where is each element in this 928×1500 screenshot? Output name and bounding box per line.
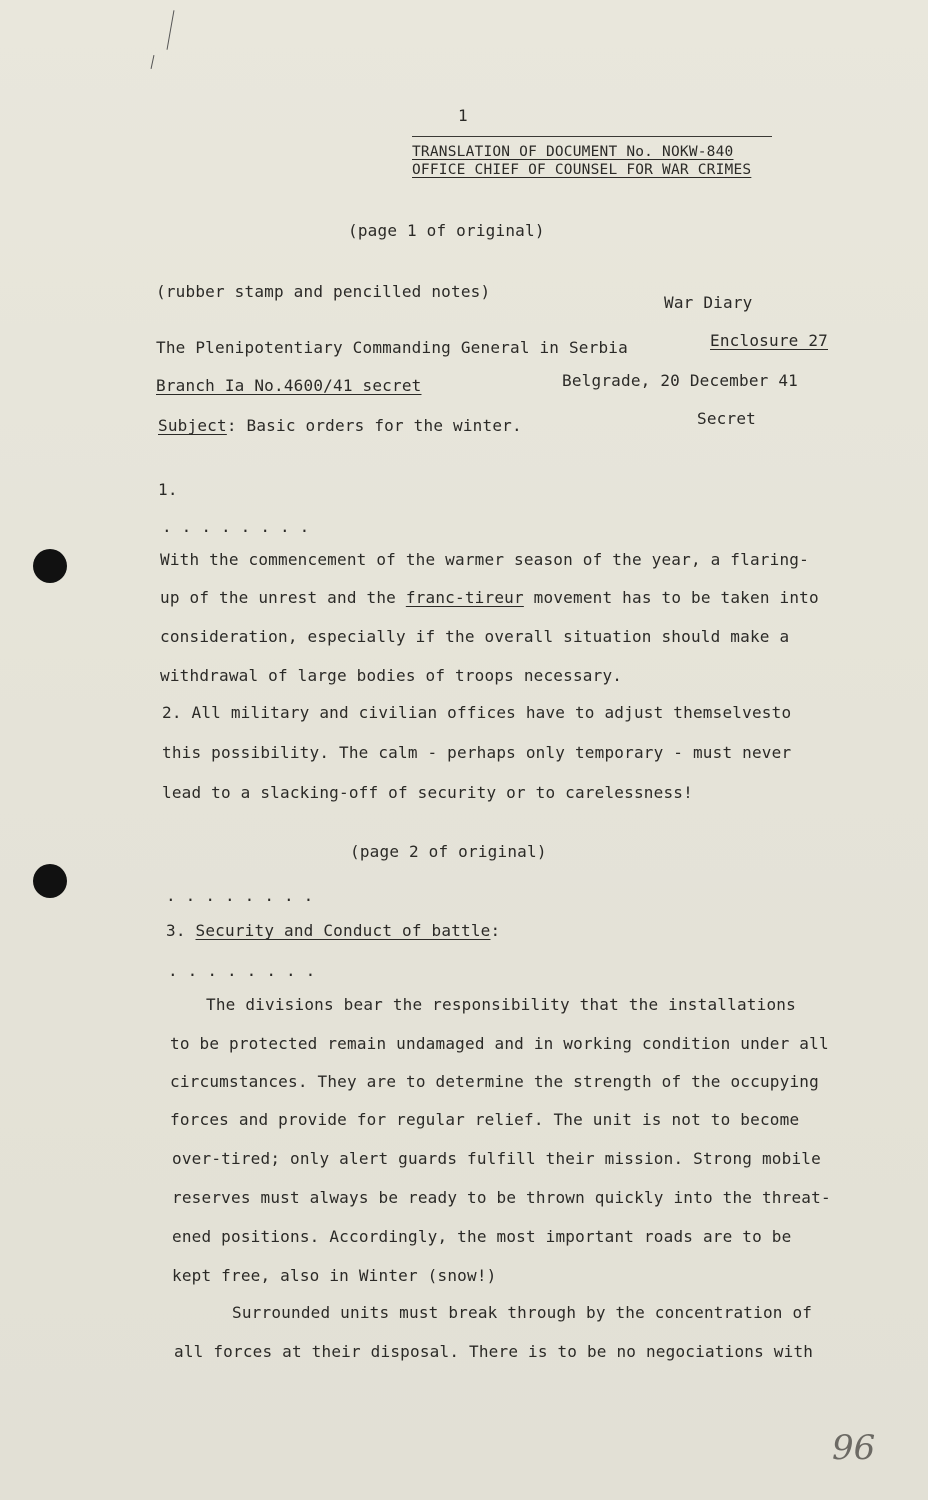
place-date: Belgrade, 20 December 41 xyxy=(562,371,798,390)
para3-line8: kept free, also in Winter (snow!) xyxy=(172,1266,497,1285)
para3-line6: reserves must always be ready to be thrown quickly into the threat- xyxy=(172,1188,831,1207)
franc-tireur-term: franc-tireur xyxy=(405,588,524,607)
item-3-heading: 3. Security and Conduct of battle: xyxy=(166,921,501,940)
original-page-1: (page 1 of original) xyxy=(348,221,545,240)
para3-line7: ened positions. Accordingly, the most important roads are to be xyxy=(172,1227,792,1246)
para4-line2: all forces at their disposal. There is to be no negociations with xyxy=(174,1342,814,1361)
sender: The Plenipotentiary Commanding General in Serbia xyxy=(156,338,628,357)
para2-line3: lead to a slacking-off of security or to carelessness! xyxy=(162,783,693,802)
punch-hole xyxy=(33,549,67,583)
para4-line1: Surrounded units must break through by the concentration of xyxy=(232,1303,813,1322)
ellipsis-1: . . . . . . . . xyxy=(162,517,310,536)
header-rule xyxy=(412,136,772,137)
war-diary: War Diary xyxy=(664,293,753,312)
subject-label: Subject xyxy=(158,416,227,435)
ellipsis-2: . . . . . . . . xyxy=(166,886,314,905)
handwritten-page-number: 96 xyxy=(832,1428,876,1468)
para3-line4: forces and provide for regular relief. The unit is not to become xyxy=(170,1110,800,1129)
para2-line2: this possibility. The calm - perhaps only temporary - must never xyxy=(162,743,792,762)
para1-line2: up of the unrest and the franc-tireur movement has to be taken into xyxy=(160,588,819,607)
para3-line5: over-tired; only alert guards fulfill their mission. Strong mobile xyxy=(172,1149,821,1168)
office-line: OFFICE CHIEF OF COUNSEL FOR WAR CRIMES xyxy=(412,162,752,178)
item-3-title: Security and Conduct of battle xyxy=(195,921,491,940)
subject-line xyxy=(158,416,522,436)
para3-line1: The divisions bear the responsibility that the installations xyxy=(206,995,796,1014)
pencil-mark xyxy=(167,10,175,50)
translation-line: TRANSLATION OF DOCUMENT No. NOKW-840 xyxy=(412,144,734,160)
branch: Branch Ia No.4600/41 secret xyxy=(156,376,422,395)
para1-line1: With the commencement of the warmer season of the year, a flaring- xyxy=(160,550,809,569)
subject-text: : Basic orders for the winter. xyxy=(226,416,522,435)
enclosure: Enclosure 27 xyxy=(710,331,828,350)
original-page-2: (page 2 of original) xyxy=(350,842,547,861)
pencil-mark xyxy=(151,55,155,69)
page-number: 1 xyxy=(458,106,468,125)
para2-line1: 2. All military and civilian offices have to adjust themselvesto xyxy=(162,703,792,722)
para3-line2: to be protected remain undamaged and in working condition under all xyxy=(170,1034,829,1053)
item-1: 1. xyxy=(158,480,178,499)
para1-line4: withdrawal of large bodies of troops necessary. xyxy=(160,666,623,685)
ellipsis-3: . . . . . . . . xyxy=(168,961,316,980)
para3-line3: circumstances. They are to determine the strength of the occupying xyxy=(170,1072,819,1091)
para1-line3: consideration, especially if the overall situation should make a xyxy=(160,627,790,646)
classification: Secret xyxy=(697,409,756,428)
punch-hole xyxy=(33,864,67,898)
stamp-note: (rubber stamp and pencilled notes) xyxy=(156,282,491,301)
